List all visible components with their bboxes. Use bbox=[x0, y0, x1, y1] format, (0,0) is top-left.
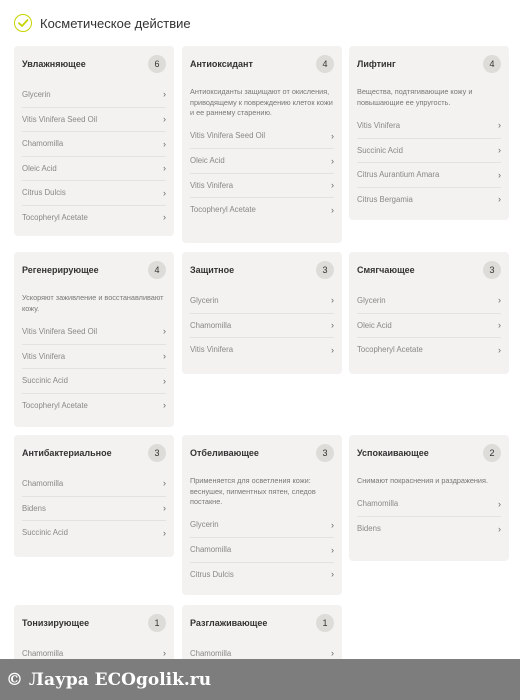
ingredient-name: Citrus Dulcis bbox=[190, 569, 234, 579]
chevron-right-icon: › bbox=[498, 295, 501, 306]
count-badge: 1 bbox=[148, 614, 166, 632]
ingredient-link[interactable] bbox=[190, 513, 334, 538]
card-description: Ускоряют заживление и восстанавливают кожу. bbox=[22, 293, 164, 313]
ingredient-link[interactable] bbox=[357, 288, 501, 313]
ingredient-link[interactable] bbox=[22, 496, 166, 521]
ingredient-link[interactable] bbox=[357, 138, 501, 163]
card-description: Применяется для осветления кожи: веснушек, пигментных пятен, следов постакне. bbox=[190, 476, 316, 506]
chevron-right-icon: › bbox=[163, 138, 166, 149]
ingredient-name: Chamomilla bbox=[357, 499, 399, 509]
chevron-right-icon: › bbox=[498, 169, 501, 180]
ingredient-link[interactable] bbox=[190, 288, 334, 313]
card-title: Успокаивающее bbox=[357, 448, 429, 458]
card-title: Отбеливающее bbox=[190, 448, 259, 458]
chevron-right-icon: › bbox=[331, 569, 334, 580]
card-header bbox=[182, 252, 342, 288]
card-header bbox=[349, 46, 509, 82]
effect-card bbox=[14, 252, 174, 427]
ingredient-link[interactable] bbox=[22, 156, 166, 181]
ingredient-link[interactable] bbox=[22, 82, 166, 107]
ingredient-link[interactable] bbox=[22, 368, 166, 393]
ingredient-link[interactable] bbox=[22, 319, 166, 344]
ingredient-link[interactable] bbox=[190, 148, 334, 173]
chevron-right-icon: › bbox=[498, 120, 501, 131]
ingredient-name: Tocopheryl Acetate bbox=[190, 205, 256, 215]
ingredient-name: Citrus Bergamia bbox=[357, 194, 413, 204]
card-header bbox=[349, 252, 509, 288]
chevron-right-icon: › bbox=[163, 648, 166, 659]
ingredient-link[interactable] bbox=[357, 313, 501, 338]
card-header bbox=[14, 46, 174, 82]
ingredient-list bbox=[349, 113, 509, 217]
ingredient-name: Citrus Dulcis bbox=[22, 188, 66, 198]
ingredient-name: Oleic Acid bbox=[190, 156, 225, 166]
chevron-right-icon: › bbox=[163, 351, 166, 362]
ingredient-name: Vitis Vinifera Seed Oil bbox=[190, 131, 266, 141]
watermark: © Лаура ECOgolik.ru bbox=[0, 659, 520, 700]
ingredient-link[interactable] bbox=[22, 344, 166, 369]
count-badge: 3 bbox=[316, 261, 334, 279]
card-title: Регенерирующее bbox=[22, 265, 99, 275]
ingredient-name: Vitis Vinifera Seed Oil bbox=[22, 114, 98, 124]
section-header bbox=[14, 12, 191, 34]
ingredient-name: Chamomilla bbox=[22, 139, 64, 149]
ingredient-name: Tocopheryl Acetate bbox=[22, 212, 88, 222]
card-header bbox=[14, 252, 174, 288]
ingredient-name: Succinic Acid bbox=[22, 528, 68, 538]
ingredient-name: Glycerin bbox=[190, 520, 219, 530]
chevron-right-icon: › bbox=[331, 180, 334, 191]
chevron-right-icon: › bbox=[331, 295, 334, 306]
ingredient-link[interactable] bbox=[190, 313, 334, 338]
check-icon bbox=[14, 14, 32, 32]
card-description: Снимают покраснения и раздражения. bbox=[357, 476, 488, 485]
effect-card bbox=[349, 252, 509, 374]
count-badge: 3 bbox=[148, 444, 166, 462]
chevron-right-icon: › bbox=[331, 519, 334, 530]
card-title: Лифтинг bbox=[357, 59, 396, 69]
ingredient-name: Vitis Vinifera bbox=[190, 180, 234, 190]
card-title: Тонизирующее bbox=[22, 618, 90, 628]
effect-card bbox=[182, 252, 342, 374]
card-header bbox=[14, 435, 174, 471]
ingredient-list bbox=[349, 288, 509, 368]
ingredient-link[interactable] bbox=[357, 113, 501, 138]
effect-card bbox=[349, 46, 509, 220]
chevron-right-icon: › bbox=[331, 648, 334, 659]
ingredient-name: Chamomilla bbox=[190, 545, 232, 555]
ingredient-name: Bidens bbox=[357, 524, 381, 534]
chevron-right-icon: › bbox=[498, 523, 501, 534]
ingredient-link[interactable] bbox=[22, 131, 166, 156]
ingredient-link[interactable] bbox=[22, 393, 166, 418]
ingredient-link[interactable] bbox=[190, 197, 334, 222]
chevron-right-icon: › bbox=[163, 212, 166, 223]
chevron-right-icon: › bbox=[498, 145, 501, 156]
card-description: Антиоксиданты защищают от окисления, приводящему к повреждению клеток кожи и ее раннему старению. bbox=[190, 87, 333, 117]
effect-card bbox=[349, 435, 509, 561]
ingredient-name: Chamomilla bbox=[22, 478, 64, 488]
ingredient-name: Citrus Aurantium Amara bbox=[357, 170, 440, 180]
effect-card bbox=[14, 46, 174, 236]
ingredient-list bbox=[182, 288, 342, 368]
ingredient-link[interactable] bbox=[190, 173, 334, 198]
ingredient-name: Chamomilla bbox=[190, 648, 232, 658]
ingredient-link[interactable] bbox=[357, 162, 501, 187]
card-title: Защитное bbox=[190, 265, 235, 275]
ingredient-name: Glycerin bbox=[190, 295, 219, 305]
ingredient-link[interactable] bbox=[357, 492, 501, 517]
chevron-right-icon: › bbox=[331, 130, 334, 141]
ingredient-link[interactable] bbox=[357, 516, 501, 541]
chevron-right-icon: › bbox=[163, 503, 166, 514]
ingredient-link[interactable] bbox=[357, 337, 501, 362]
count-badge: 2 bbox=[483, 444, 501, 462]
count-badge: 4 bbox=[483, 55, 501, 73]
ingredient-link[interactable] bbox=[22, 520, 166, 545]
ingredient-name: Vitis Vinifera bbox=[357, 120, 401, 130]
card-title: Разглаживающее bbox=[190, 618, 268, 628]
card-title: Увлажняющее bbox=[22, 59, 86, 69]
ingredient-link[interactable] bbox=[190, 337, 334, 362]
ingredient-name: Chamomilla bbox=[190, 320, 232, 330]
ingredient-list bbox=[182, 513, 342, 593]
chevron-right-icon: › bbox=[163, 187, 166, 198]
ingredient-link[interactable] bbox=[22, 471, 166, 496]
count-badge: 4 bbox=[316, 55, 334, 73]
count-badge: 3 bbox=[483, 261, 501, 279]
ingredient-name: Vitis Vinifera bbox=[22, 351, 66, 361]
card-header bbox=[182, 435, 342, 471]
ingredient-name: Vitis Vinifera bbox=[190, 345, 234, 355]
effect-card bbox=[182, 46, 342, 243]
effect-card bbox=[182, 435, 342, 595]
section-title: Косметическое действие bbox=[40, 15, 191, 31]
ingredient-list bbox=[14, 319, 174, 423]
effect-card bbox=[14, 435, 174, 557]
card-header bbox=[14, 605, 174, 641]
count-badge: 4 bbox=[148, 261, 166, 279]
count-badge: 1 bbox=[316, 614, 334, 632]
ingredient-list bbox=[14, 82, 174, 235]
card-header bbox=[182, 46, 342, 82]
card-title: Антиоксидант bbox=[190, 59, 253, 69]
ingredient-link[interactable] bbox=[22, 180, 166, 205]
ingredient-name: Glycerin bbox=[22, 89, 51, 99]
ingredient-link[interactable] bbox=[357, 187, 501, 212]
ingredient-name: Oleic Acid bbox=[22, 163, 57, 173]
count-badge: 6 bbox=[148, 55, 166, 73]
ingredient-link[interactable] bbox=[190, 537, 334, 562]
chevron-right-icon: › bbox=[498, 194, 501, 205]
ingredient-list bbox=[14, 471, 174, 551]
chevron-right-icon: › bbox=[331, 544, 334, 555]
ingredient-name: Bidens bbox=[22, 503, 46, 513]
chevron-right-icon: › bbox=[163, 114, 166, 125]
chevron-right-icon: › bbox=[163, 375, 166, 386]
ingredient-name: Tocopheryl Acetate bbox=[357, 345, 423, 355]
ingredient-name: Succinic Acid bbox=[357, 145, 403, 155]
ingredient-name: Tocopheryl Acetate bbox=[22, 400, 88, 410]
ingredient-name: Oleic Acid bbox=[357, 320, 392, 330]
ingredient-link[interactable] bbox=[190, 562, 334, 587]
chevron-right-icon: › bbox=[331, 155, 334, 166]
chevron-right-icon: › bbox=[498, 344, 501, 355]
chevron-right-icon: › bbox=[331, 320, 334, 331]
card-header bbox=[182, 605, 342, 641]
chevron-right-icon: › bbox=[163, 527, 166, 538]
chevron-right-icon: › bbox=[163, 326, 166, 337]
ingredient-link[interactable] bbox=[190, 124, 334, 149]
chevron-right-icon: › bbox=[163, 478, 166, 489]
ingredient-name: Vitis Vinifera Seed Oil bbox=[22, 326, 98, 336]
ingredient-name: Glycerin bbox=[357, 295, 386, 305]
ingredient-name: Succinic Acid bbox=[22, 376, 68, 386]
chevron-right-icon: › bbox=[498, 320, 501, 331]
card-title: Смягчающее bbox=[357, 265, 415, 275]
ingredient-list bbox=[182, 124, 342, 228]
count-badge: 3 bbox=[316, 444, 334, 462]
chevron-right-icon: › bbox=[331, 204, 334, 215]
chevron-right-icon: › bbox=[163, 163, 166, 174]
card-title: Антибактериальное bbox=[22, 448, 112, 458]
chevron-right-icon: › bbox=[163, 400, 166, 411]
ingredient-link[interactable] bbox=[22, 107, 166, 132]
ingredient-link[interactable] bbox=[22, 205, 166, 230]
ingredient-name: Chamomilla bbox=[22, 648, 64, 658]
chevron-right-icon: › bbox=[163, 89, 166, 100]
chevron-right-icon: › bbox=[331, 344, 334, 355]
chevron-right-icon: › bbox=[498, 498, 501, 509]
ingredient-list bbox=[349, 492, 509, 547]
card-description: Вещества, подтягивающие кожу и повышающие ее упругость. bbox=[357, 87, 473, 107]
card-header bbox=[349, 435, 509, 471]
